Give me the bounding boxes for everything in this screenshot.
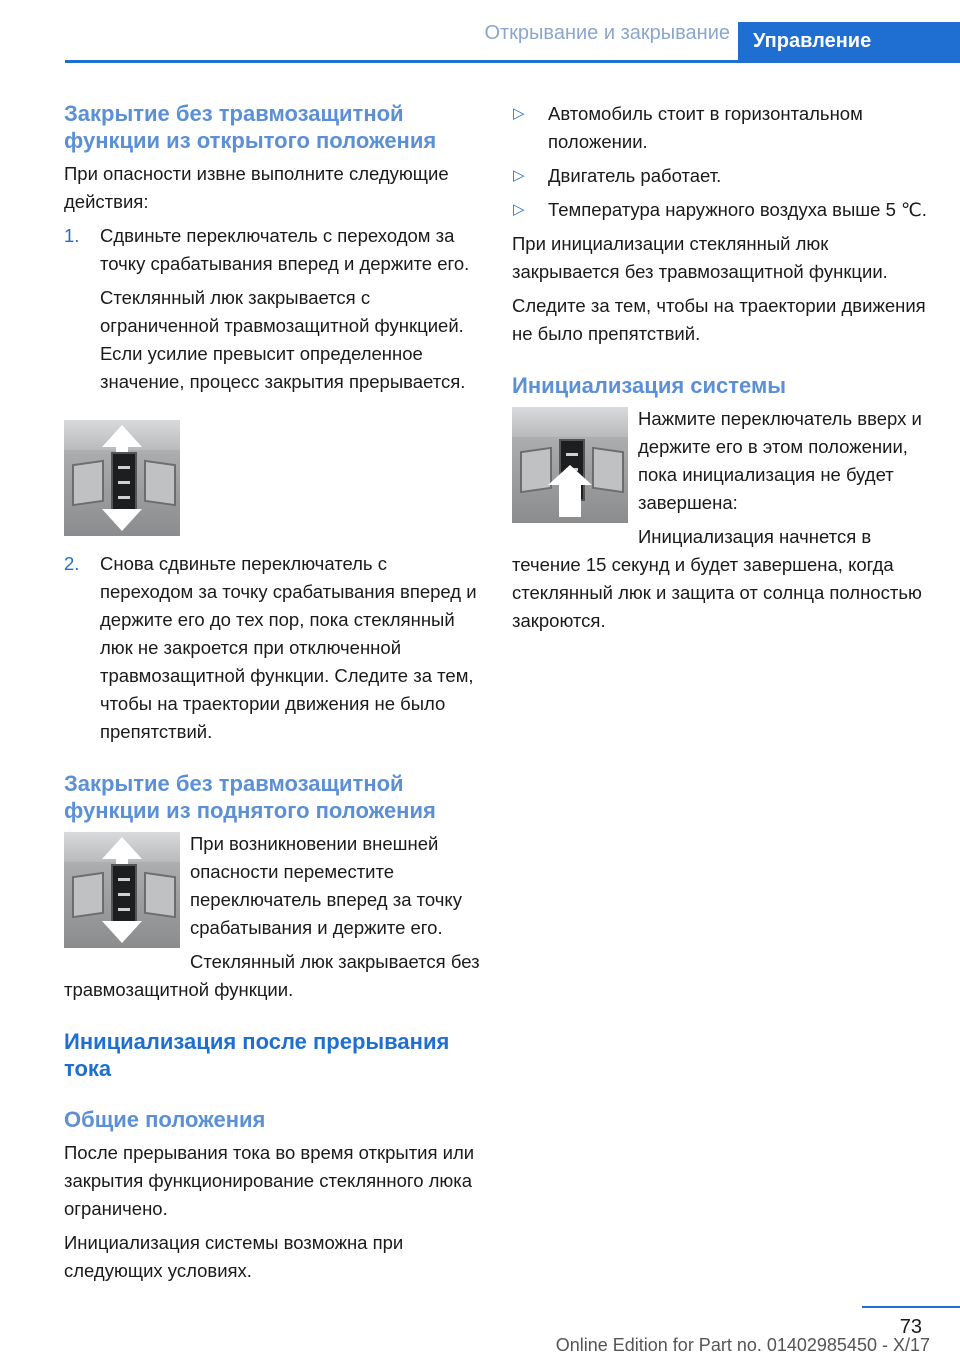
heading-init-after-power-loss: Инициализация после прерывания тока [64, 1029, 450, 1081]
switch-figure-up-down [64, 420, 180, 536]
bullet-triangle-icon: ▷ [513, 167, 525, 184]
paragraph-press: Нажмите переключатель вверх и держите его в этом положении, пока инициализация не будет завершена: [638, 408, 922, 513]
step-2 [64, 550, 480, 746]
paragraph-general-1: После прерывания тока во время открытия или закрытия функционирование стеклянного люка ограничено. [64, 1142, 475, 1219]
header-rule [65, 60, 960, 63]
arrow-up-icon [548, 465, 592, 485]
paragraph-raised-1: При возникновении внешней опасности переместите переключатель вперед за точку срабатывания и держите его. [190, 833, 462, 938]
condition-1-text: Автомобиль стоит в горизонтальном положении. [548, 103, 863, 152]
bullet-triangle-icon: ▷ [513, 105, 525, 122]
heading-closing-from-raised: Закрытие без травмозащитной функции из поднятого положения [64, 771, 436, 823]
paragraph-raised-2: Стеклянный люк закрывается без травмозащитной функции. [64, 951, 480, 1000]
step-2-number: 2. [64, 553, 80, 574]
step-2-text: Снова сдвиньте переключатель с переходом за точку срабатывания вперед и держите его до тех пор, пока стеклянный люк не закроется при отключенной травмозащитной функции. Следите за тем, чтобы на траектории движения не было препятствий. [100, 553, 477, 742]
paragraph-watch: Следите за тем, чтобы на траектории движения не было препятствий. [512, 295, 926, 344]
step-1 [64, 222, 480, 278]
step-1-number: 1. [64, 225, 80, 246]
edition-note: Online Edition for Part no. 01402985450 - X/17 [555, 1335, 930, 1355]
condition-1 [512, 100, 930, 156]
condition-2 [512, 162, 930, 190]
header-chapter-tab: Управление [738, 22, 960, 63]
condition-3 [512, 196, 930, 224]
footer-rule [862, 1306, 960, 1308]
arrow-up-icon [102, 425, 142, 447]
switch-figure-forward [64, 832, 180, 948]
arrow-down-icon [102, 509, 142, 531]
heading-general: Общие положения [64, 1107, 266, 1132]
heading-closing-from-open: Закрытие без травмозащитной функции из открытого положения [64, 101, 437, 153]
left-column [64, 100, 480, 1285]
paragraph-init-closes: При инициализации стеклянный люк закрывается без травмозащитной функции. [512, 233, 888, 282]
paragraph-danger: При опасности извне выполните следующие действия: [64, 163, 449, 212]
condition-2-text: Двигатель работает. [548, 165, 722, 186]
bullet-triangle-icon: ▷ [513, 201, 525, 218]
paragraph-start: Инициализация начнется в течение 15 секунд и будет завершена, когда стеклянный люк и защита от солнца полностью закроются. [512, 526, 922, 631]
step-1-result: Стеклянный люк закрывается с ограниченной травмозащитной функцией. Если усилие превысит определенное значение, процесс закрытия прерывается. [100, 287, 466, 392]
paragraph-general-2: Инициализация системы возможна при следующих условиях. [64, 1232, 404, 1281]
right-column [512, 100, 930, 635]
switch-figure-press-up [512, 407, 628, 523]
condition-3-text: Температура наружного воздуха выше 5 ℃. [548, 199, 927, 220]
arrow-down-icon [102, 921, 142, 943]
header-section-title: Открывание и закрывание [484, 22, 730, 44]
page-number: 73 [899, 1316, 922, 1338]
arrow-up-icon [102, 837, 142, 859]
step-1-text: Сдвиньте переключатель с переходом за точку срабатывания вперед и держите его. [100, 225, 470, 274]
heading-system-init: Инициализация системы [512, 373, 787, 398]
